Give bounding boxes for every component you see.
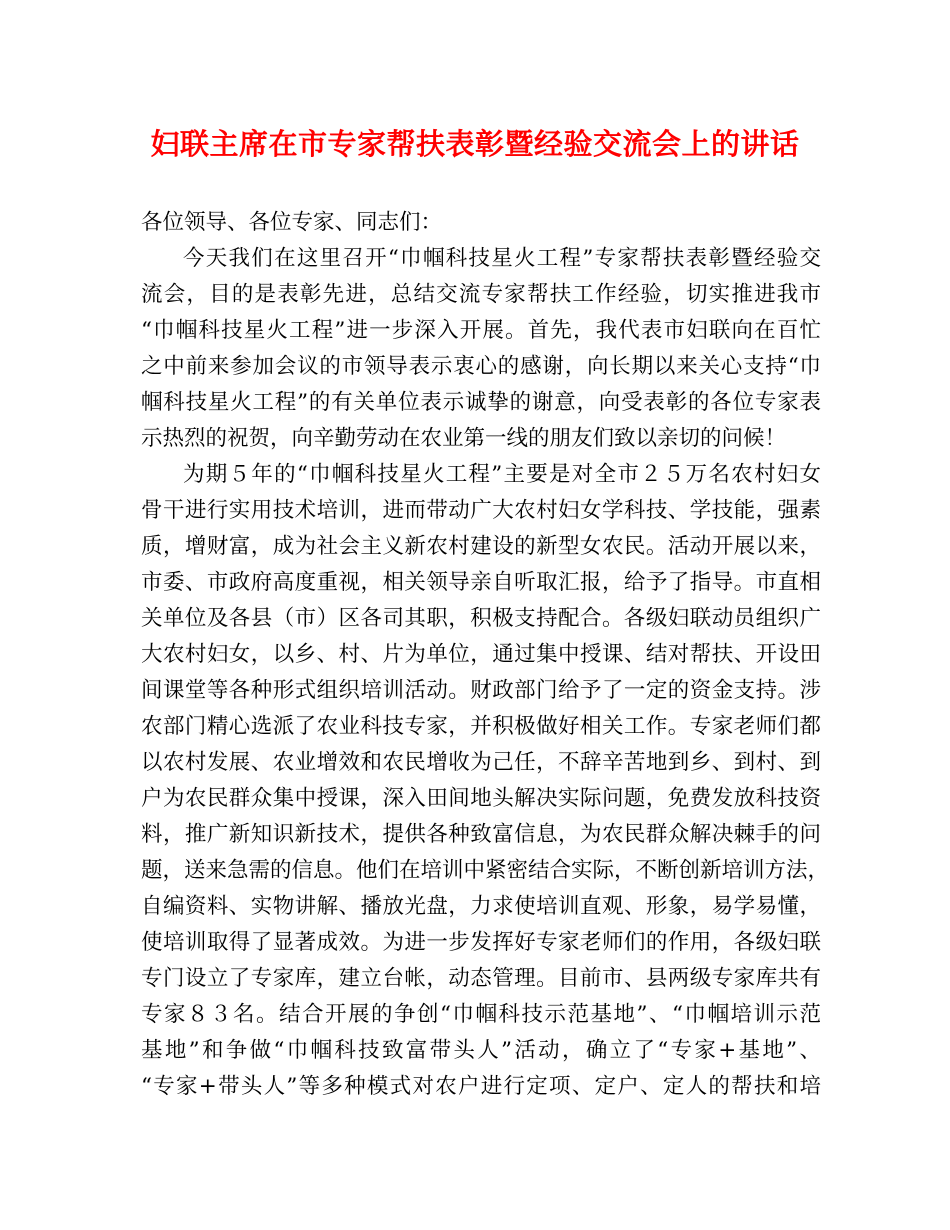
body-line: 之中前来参加会议的市领导表示衷心的感谢，向长期以来关心支持“巾 — [141, 354, 821, 379]
salutation-line: 各位领导、各位专家、同志们： — [141, 210, 443, 235]
body-line: “专家+带头人”等多种模式对农户进行定项、定户、定人的帮扶和培 — [141, 1074, 821, 1099]
body-line: 料，推广新知识新技术，提供各种致富信息，为农民群众解决棘手的问 — [141, 822, 821, 847]
body-line: 今天我们在这里召开“巾帼科技星火工程”专家帮扶表彰暨经验交 — [183, 246, 821, 271]
body-line: 专家８３名。结合开展的争创“巾帼科技示范基地”、“巾帼培训示范 — [141, 1002, 821, 1027]
body-line: 使培训取得了显著成效。为进一步发挥好专家老师们的作用，各级妇联 — [141, 930, 821, 955]
body-line: 骨干进行实用技术培训，进而带动广大农村妇女学科技、学技能，强素 — [141, 498, 821, 523]
body-line: 农部门精心选派了农业科技专家，并积极做好相关工作。专家老师们都 — [141, 714, 821, 739]
body-line: 自编资料、实物讲解、播放光盘，力求使培训直观、形象，易学易懂， — [141, 894, 821, 919]
body-line: 题，送来急需的信息。他们在培训中紧密结合实际，不断创新培训方法， — [141, 858, 830, 883]
body-line: 为期５年的“巾帼科技星火工程”主要是对全市２５万名农村妇女 — [183, 462, 821, 487]
body-line: 流会，目的是表彰先进，总结交流专家帮扶工作经验，切实推进我市 — [141, 282, 821, 307]
body-line: 基地”和争做“巾帼科技致富带头人”活动，确立了“专家+基地”、 — [141, 1038, 821, 1063]
body-line: 以农村发展、农业增效和农民增收为己任，不辞辛苦地到乡、到村、到 — [141, 750, 821, 775]
body-line: 示热烈的祝贺，向辛勤劳动在农业第一线的朋友们致以亲切的问候！ — [141, 426, 787, 451]
body-line: 关单位及各县（市）区各司其职，积极支持配合。各级妇联动员组织广 — [141, 606, 821, 631]
document-title: 妇联主席在市专家帮扶表彰暨经验交流会上的讲话 — [150, 127, 800, 161]
body-line: “巾帼科技星火工程”进一步深入开展。首先，我代表市妇联向在百忙 — [141, 318, 821, 343]
body-line: 帼科技星火工程”的有关单位表示诚挚的谢意，向受表彰的各位专家表 — [141, 390, 821, 415]
body-line: 大农村妇女，以乡、村、片为单位，通过集中授课、结对帮扶、开设田 — [141, 642, 821, 667]
body-line: 市委、市政府高度重视，相关领导亲自听取汇报，给予了指导。市直相 — [141, 570, 821, 595]
body-line: 质，增财富，成为社会主义新农村建设的新型女农民。活动开展以来， — [141, 534, 821, 559]
body-line: 户为农民群众集中授课，深入田间地头解决实际问题，免费发放科技资 — [141, 786, 821, 811]
body-line: 间课堂等各种形式组织培训活动。财政部门给予了一定的资金支持。涉 — [141, 678, 821, 703]
body-line: 专门设立了专家库，建立台帐，动态管理。目前市、县两级专家库共有 — [141, 966, 821, 991]
